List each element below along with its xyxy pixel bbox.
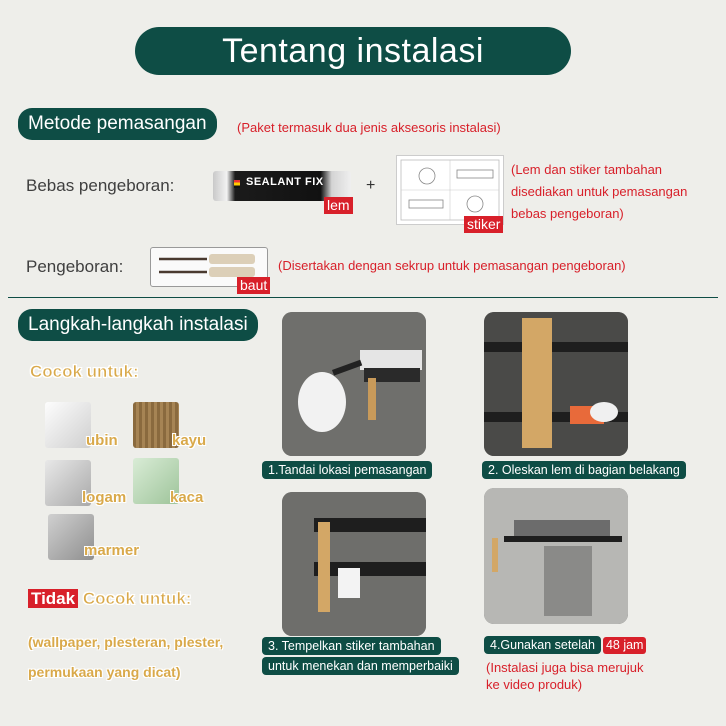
no-drill-note-line-1: (Lem dan stiker tambahan xyxy=(511,162,663,177)
glue-tag: lem xyxy=(324,197,353,214)
tile-cube-image xyxy=(45,402,91,448)
not-word: Tidak xyxy=(28,589,78,608)
drill-note: (Disertakan dengan sekrup untuk pemasangan pengeboran) xyxy=(278,258,626,273)
step-3-photo xyxy=(282,492,426,636)
step-4-label xyxy=(484,636,646,654)
sticker-tag: stiker xyxy=(464,216,503,233)
material-marble: marmer xyxy=(84,542,140,559)
step-4-note-line-2: ke video produk) xyxy=(486,677,583,692)
steps-section-pill: Langkah-langkah instalasi xyxy=(18,309,258,341)
step-4-hours: 48 jam xyxy=(603,637,647,654)
step-3-label-line-2: untuk menekan dan memperbaiki xyxy=(262,657,459,675)
no-drill-label: Bebas pengeboran: xyxy=(26,176,175,195)
not-suitable-list xyxy=(28,627,223,687)
not-suitable-title: Cocok untuk: xyxy=(82,589,192,608)
sticker-sheet-image xyxy=(396,155,504,225)
no-drill-note xyxy=(511,159,687,225)
tube-flag-icon xyxy=(234,180,240,188)
not-suitable-line-2: permukaan yang dicat) xyxy=(28,664,181,680)
step-4-note-line-1: (Instalasi juga bisa merujuk xyxy=(486,660,644,675)
step-3-label-line-1: 3. Tempelkan stiker tambahan xyxy=(262,637,441,655)
material-tile: ubin xyxy=(86,432,118,449)
step-2-photo xyxy=(484,312,628,456)
plus-sign: + xyxy=(366,177,376,194)
step-1-photo xyxy=(282,312,426,456)
material-glass: kaca xyxy=(170,489,204,506)
not-suitable-heading xyxy=(28,589,191,609)
step-3-label xyxy=(262,637,459,675)
step-4-label-text: 4.Gunakan setelah xyxy=(484,636,601,654)
method-section-pill: Metode pemasangan xyxy=(18,108,217,140)
page-title: Tentang instalasi xyxy=(135,27,571,75)
suitable-title: Cocok untuk: xyxy=(30,362,139,381)
material-metal: logam xyxy=(82,489,127,506)
step-4-photo xyxy=(484,488,628,624)
method-note: (Paket termasuk dua jenis aksesoris instalasi) xyxy=(237,120,501,135)
tube-label: SEALANT FIX xyxy=(246,176,324,188)
no-drill-note-line-2: disediakan untuk pemasangan xyxy=(511,184,688,199)
screw-tag: baut xyxy=(237,277,270,294)
step-4-note xyxy=(486,659,644,693)
section-divider xyxy=(8,297,718,298)
no-drill-note-line-3: bebas pengeboran) xyxy=(511,206,624,221)
step-2-label: 2. Oleskan lem di bagian belakang xyxy=(482,461,686,479)
drill-label: Pengeboran: xyxy=(26,257,124,276)
step-1-label: 1.Tandai lokasi pemasangan xyxy=(262,461,432,479)
material-wood: kayu xyxy=(172,432,207,449)
not-suitable-line-1: (wallpaper, plesteran, plester, xyxy=(28,634,224,650)
